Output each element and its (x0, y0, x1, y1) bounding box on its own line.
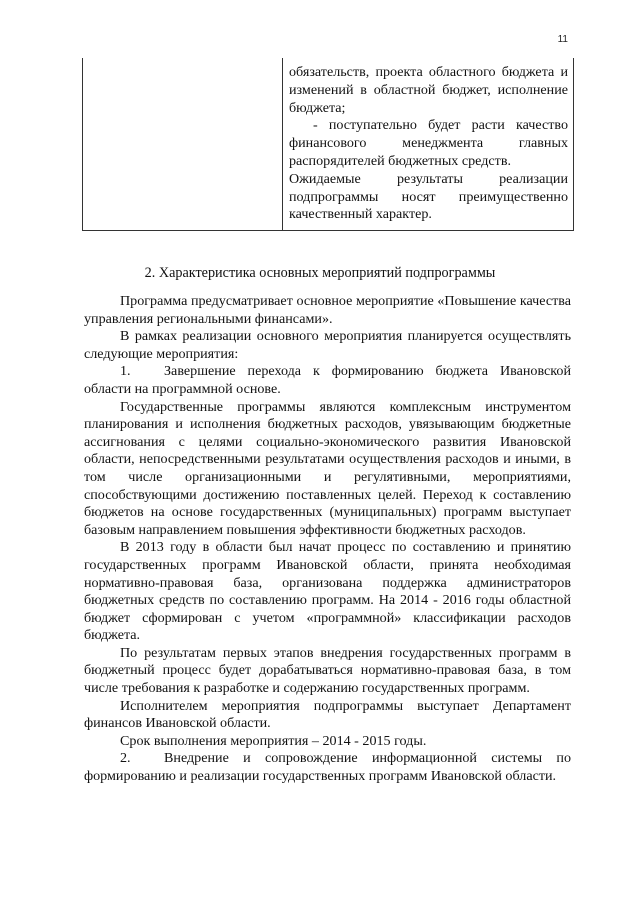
paragraph-text: Государственные программы являются комплексным инструментом планирования и исполнения бюджетных расходов, увязывающим бюджетные ассигнования с целями социально-экономического развития Ивановской области, непосредственными результатами осуществления расходов и иными, в том числе организационными и регулятивными, мероприятиями, способствующими достижению поставленных целей. Переход к составлению бюджетов на основе государственных (муниципальных) программ выступает базовым направлением повышения эффективности бюджетных расходов. (84, 398, 571, 538)
paragraph-text: По результатам первых этапов внедрения государственных программ в бюджетный процесс будет дорабатываться нормативно-правовая база, в том числе требования к разработке и содержанию государственных программ. (84, 644, 571, 697)
paragraph (84, 645, 571, 698)
table-right-cell (283, 58, 573, 230)
table-paragraph: - поступательно будет расти качество финансового менеджмента главных распорядителей бюджетных средств. (289, 117, 568, 169)
paragraph-text: Внедрение и сопровождение информационной системы по формированию и реализации государственных программ Ивановской области. (84, 750, 571, 785)
page-number: 11 (557, 34, 568, 45)
paragraph-number: 2. (120, 750, 131, 767)
paragraph (84, 733, 571, 751)
table-paragraph: обязательств, проекта областного бюджета и изменений в областной бюджет, исполнение бюджета; (289, 64, 568, 116)
paragraph-text: Срок выполнения мероприятия – 2014 - 2015 годы. (120, 732, 427, 749)
paragraph (84, 399, 571, 540)
paragraph (84, 539, 571, 645)
paragraph (84, 750, 571, 785)
paragraph-text: В 2013 году в области был начат процесс по составлению и принятию государственных программ Ивановской области, принята необходимая нормативно-правовая база, организована поддержка администраторов бюджетных средств по составлению программ. На 2014 - 2016 годы областной бюджет сформирован с учетом «программной» классификации расходов бюджета. (84, 539, 571, 644)
table-left-cell (83, 58, 283, 230)
paragraph (84, 698, 571, 733)
paragraph-text: Исполнителем мероприятия подпрограммы выступает Департамент финансов Ивановской области. (84, 697, 571, 732)
section-body (84, 293, 571, 786)
paragraph (84, 363, 571, 398)
paragraph-text: В рамках реализации основного мероприятия планируется осуществлять следующие мероприятия: (84, 328, 571, 362)
paragraph (84, 293, 571, 328)
table-paragraph: Ожидаемые результаты реализации подпрограммы носят преимущественно качественный характер. (289, 170, 568, 223)
continuation-table (82, 58, 574, 231)
paragraph (84, 328, 571, 363)
section-heading: 2. Характеристика основных мероприятий подпрограммы (144, 265, 496, 281)
paragraph-text: Программа предусматривает основное мероприятие «Повышение качества управления региональными финансами». (84, 293, 571, 327)
paragraph-text: Завершение перехода к формированию бюджета Ивановской области на программной основе. (84, 363, 571, 397)
paragraph-number: 1. (120, 363, 131, 380)
